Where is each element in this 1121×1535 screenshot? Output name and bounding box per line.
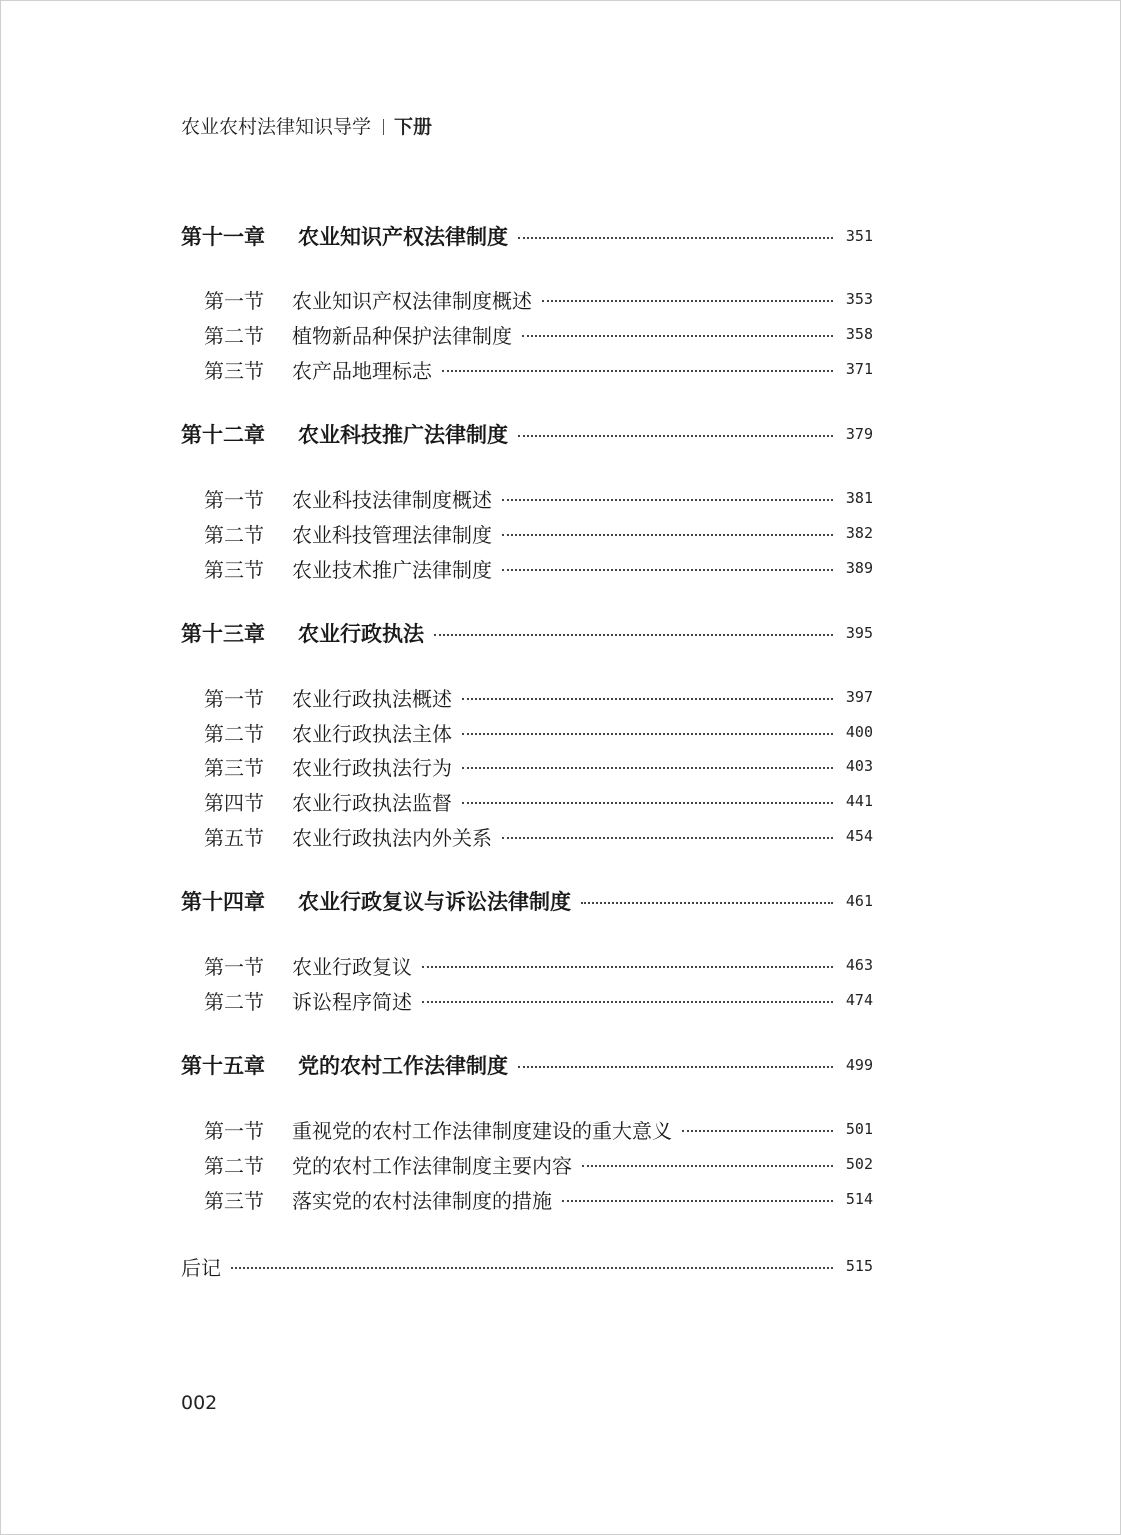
page-number: 358 bbox=[845, 325, 873, 343]
section-title: 重视党的农村工作法律制度建设的重大意义 bbox=[292, 1118, 672, 1143]
page-number: 400 bbox=[845, 723, 873, 741]
toc-chapter-15[interactable] bbox=[181, 1050, 873, 1080]
section-title: 农业行政复议 bbox=[292, 954, 412, 979]
page-number: 461 bbox=[845, 892, 873, 910]
dot-leader bbox=[502, 534, 833, 536]
toc-section[interactable] bbox=[204, 518, 873, 548]
page-number: 454 bbox=[845, 827, 873, 845]
section-title: 农业科技管理法律制度 bbox=[292, 522, 492, 547]
dot-leader bbox=[462, 767, 833, 769]
dot-leader bbox=[562, 1200, 833, 1202]
chapter-title: 农业知识产权法律制度 bbox=[298, 224, 508, 249]
toc-section[interactable] bbox=[204, 1114, 873, 1144]
page-number: 353 bbox=[845, 290, 873, 308]
toc-section[interactable] bbox=[204, 553, 873, 583]
toc-section[interactable] bbox=[204, 1149, 873, 1179]
dot-leader bbox=[682, 1130, 833, 1132]
section-number: 第五节 bbox=[204, 825, 264, 850]
section-title: 诉讼程序简述 bbox=[292, 989, 412, 1014]
chapter-title: 党的农村工作法律制度 bbox=[298, 1053, 508, 1078]
book-title: 农业农村法律知识导学 bbox=[181, 116, 372, 138]
dot-leader bbox=[231, 1267, 833, 1269]
section-number: 第二节 bbox=[204, 522, 264, 547]
page-number: 463 bbox=[845, 956, 873, 974]
dot-leader bbox=[581, 902, 833, 904]
section-title: 党的农村工作法律制度主要内容 bbox=[292, 1153, 572, 1178]
page-number: 389 bbox=[845, 559, 873, 577]
page-number: 382 bbox=[845, 524, 873, 542]
section-number: 第三节 bbox=[204, 755, 264, 780]
section-number: 第一节 bbox=[204, 487, 264, 512]
chapter-title: 农业行政复议与诉讼法律制度 bbox=[298, 889, 571, 914]
dot-leader bbox=[422, 1001, 833, 1003]
section-title: 农业行政执法监督 bbox=[292, 790, 452, 815]
toc-chapter-11[interactable] bbox=[181, 221, 873, 251]
section-title: 农产品地理标志 bbox=[292, 358, 432, 383]
section-number: 第三节 bbox=[204, 1188, 264, 1213]
toc-section[interactable] bbox=[204, 682, 873, 712]
section-number: 第一节 bbox=[204, 288, 264, 313]
page-number: 403 bbox=[845, 757, 873, 775]
page-number: 501 bbox=[845, 1120, 873, 1138]
page-number: 441 bbox=[845, 792, 873, 810]
dot-leader bbox=[462, 802, 833, 804]
toc-section[interactable] bbox=[204, 950, 873, 980]
chapter-number: 第十五章 bbox=[181, 1053, 265, 1078]
page-number: 515 bbox=[845, 1257, 873, 1275]
chapter-number: 第十一章 bbox=[181, 224, 265, 249]
dot-leader bbox=[434, 634, 833, 636]
section-number: 第二节 bbox=[204, 1153, 264, 1178]
page-number: 397 bbox=[845, 688, 873, 706]
running-header bbox=[181, 112, 432, 139]
toc-chapter-12[interactable] bbox=[181, 419, 873, 449]
toc-section[interactable] bbox=[204, 1184, 873, 1214]
header-separator bbox=[383, 119, 384, 135]
section-title: 农业科技法律制度概述 bbox=[292, 487, 492, 512]
afterword-title: 后记 bbox=[181, 1255, 221, 1280]
page-number: 371 bbox=[845, 360, 873, 378]
chapter-number: 第十二章 bbox=[181, 422, 265, 447]
dot-leader bbox=[518, 435, 833, 437]
toc-section[interactable] bbox=[204, 319, 873, 349]
toc-chapter-13[interactable] bbox=[181, 618, 873, 648]
dot-leader bbox=[422, 966, 833, 968]
toc-section[interactable] bbox=[204, 985, 873, 1015]
section-title: 农业行政执法行为 bbox=[292, 755, 452, 780]
dot-leader bbox=[542, 300, 833, 302]
dot-leader bbox=[582, 1165, 833, 1167]
section-title: 农业技术推广法律制度 bbox=[292, 557, 492, 582]
section-title: 落实党的农村法律制度的措施 bbox=[292, 1188, 552, 1213]
page-number: 502 bbox=[845, 1155, 873, 1173]
chapter-number: 第十四章 bbox=[181, 889, 265, 914]
section-number: 第四节 bbox=[204, 790, 264, 815]
toc-section[interactable] bbox=[204, 284, 873, 314]
page-number: 395 bbox=[845, 624, 873, 642]
chapter-number: 第十三章 bbox=[181, 621, 265, 646]
section-number: 第二节 bbox=[204, 323, 264, 348]
folio-page-number: 002 bbox=[181, 1392, 218, 1414]
toc-section[interactable] bbox=[204, 786, 873, 816]
section-title: 农业行政执法主体 bbox=[292, 721, 452, 746]
section-number: 第一节 bbox=[204, 954, 264, 979]
toc-section[interactable] bbox=[204, 354, 873, 384]
section-number: 第二节 bbox=[204, 721, 264, 746]
dot-leader bbox=[502, 569, 833, 571]
page-number: 379 bbox=[845, 425, 873, 443]
section-number: 第一节 bbox=[204, 686, 264, 711]
page-number: 474 bbox=[845, 991, 873, 1009]
section-number: 第二节 bbox=[204, 989, 264, 1014]
section-number: 第一节 bbox=[204, 1118, 264, 1143]
dot-leader bbox=[502, 837, 833, 839]
section-title: 农业行政执法概述 bbox=[292, 686, 452, 711]
toc-afterword[interactable] bbox=[181, 1251, 873, 1281]
section-number: 第三节 bbox=[204, 557, 264, 582]
dot-leader bbox=[518, 1066, 833, 1068]
toc-section[interactable] bbox=[204, 821, 873, 851]
section-number: 第三节 bbox=[204, 358, 264, 383]
dot-leader bbox=[502, 499, 833, 501]
dot-leader bbox=[462, 698, 833, 700]
toc-chapter-14[interactable] bbox=[181, 886, 873, 916]
dot-leader bbox=[462, 733, 833, 735]
page-number: 514 bbox=[845, 1190, 873, 1208]
section-title: 农业行政执法内外关系 bbox=[292, 825, 492, 850]
dot-leader bbox=[522, 335, 833, 337]
section-title: 植物新品种保护法律制度 bbox=[292, 323, 512, 348]
toc-section[interactable] bbox=[204, 751, 873, 781]
chapter-title: 农业行政执法 bbox=[298, 621, 424, 646]
page-number: 351 bbox=[845, 227, 873, 245]
chapter-title: 农业科技推广法律制度 bbox=[298, 422, 508, 447]
section-title: 农业知识产权法律制度概述 bbox=[292, 288, 532, 313]
dot-leader bbox=[518, 237, 833, 239]
page-number: 499 bbox=[845, 1056, 873, 1074]
page-number: 381 bbox=[845, 489, 873, 507]
volume-label: 下册 bbox=[394, 116, 433, 138]
toc-section[interactable] bbox=[204, 717, 873, 747]
dot-leader bbox=[442, 370, 833, 372]
toc-section[interactable] bbox=[204, 483, 873, 513]
